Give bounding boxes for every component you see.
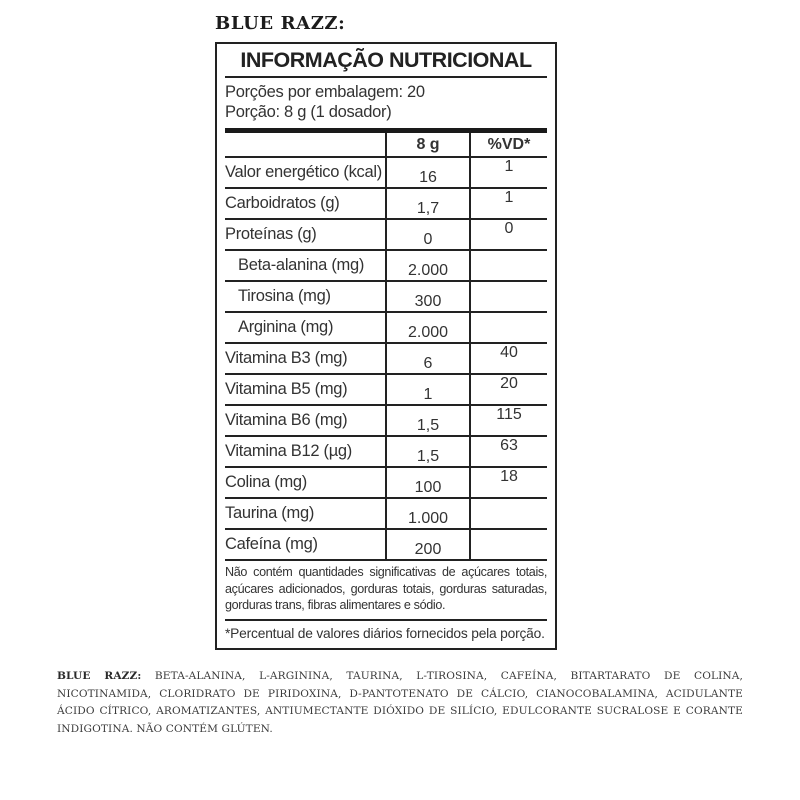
- nutrient-dv: 1: [469, 189, 547, 218]
- nutrient-dv: 115: [469, 406, 547, 435]
- table-row: [225, 187, 547, 218]
- table-row: [225, 156, 547, 187]
- table-row: [225, 497, 547, 528]
- table-row: [225, 342, 547, 373]
- nutrient-amount: 1,7: [385, 189, 469, 218]
- nutrient-dv: [469, 282, 547, 311]
- nutrient-amount: 300: [385, 282, 469, 311]
- nutrient-name: Carboidratos (g): [225, 194, 340, 212]
- ingredients-paragraph: [57, 668, 743, 738]
- panel-title: INFORMAÇÃO NUTRICIONAL: [225, 44, 547, 78]
- nutrient-name: Vitamina B3 (mg): [225, 349, 348, 367]
- header-amount-column: 8 g: [385, 133, 469, 156]
- nutrient-amount: 6: [385, 344, 469, 373]
- ingredients-text: BETA-ALANINA, L-ARGININA, TAURINA, L-TIROSINA, CAFEÍNA, BITARTARATO DE COLINA, NICOTINAMIDA, CLORIDRATO DE PIRIDOXINA, D-PANTOTENATO DE CÁLCIO, CIANOCOBALAMINA, ACIDULANTE ÁCIDO CÍTRICO, AROMATIZANTES, ANTIUMECTANTE DIÓXIDO DE SILÍCIO, EDULCORANTE SUCRALOSE E CORANTE INDIGOTINA. NÃO CONTÉM GLÚTEN.: [57, 670, 743, 735]
- product-flavor-heading: BLUE RAZZ:: [215, 13, 346, 34]
- nutrient-amount: 100: [385, 468, 469, 497]
- nutrient-name: Colina (mg): [225, 473, 307, 491]
- table-row: [225, 466, 547, 497]
- nutrient-name: Proteínas (g): [225, 225, 317, 243]
- nutrient-dv: 63: [469, 437, 547, 466]
- nutrient-dv: 20: [469, 375, 547, 404]
- ingredients-lead: BLUE RAZZ:: [57, 670, 142, 682]
- nutrient-dv: 1: [469, 158, 547, 187]
- nutrition-facts-panel: [215, 42, 557, 650]
- table-row: [225, 373, 547, 404]
- nutrient-dv: 0: [469, 220, 547, 249]
- table-row: [225, 528, 547, 559]
- table-body: [225, 156, 547, 559]
- serving-size: Porção: 8 g (1 dosador): [225, 103, 392, 121]
- nutrient-name: Vitamina B6 (mg): [225, 411, 348, 429]
- nutrient-name: Cafeína (mg): [225, 535, 318, 553]
- servings-per-package: Porções por embalagem: 20: [225, 83, 425, 101]
- nutrient-amount: 1,5: [385, 437, 469, 466]
- nutrient-amount: 1.000: [385, 499, 469, 528]
- nutrient-dv: 40: [469, 344, 547, 373]
- nutrient-dv: [469, 499, 547, 528]
- header-empty-cell: [225, 133, 385, 156]
- nutrient-dv: [469, 530, 547, 559]
- nutrient-dv: [469, 313, 547, 342]
- servings-info: [225, 78, 547, 128]
- nutrient-amount: 16: [385, 158, 469, 187]
- nutrient-name: Taurina (mg): [225, 504, 315, 522]
- header-dv-column: %VD*: [469, 133, 547, 156]
- table-row: [225, 218, 547, 249]
- nutrient-amount: 2.000: [385, 251, 469, 280]
- table-row: [225, 404, 547, 435]
- nutrient-name: Valor energético (kcal): [225, 163, 382, 181]
- nutrient-name: Tirosina (mg): [238, 287, 331, 305]
- nutrient-amount: 2.000: [385, 313, 469, 342]
- no-significant-amounts-note: Não contém quantidades significativas de açúcares totais, açúcares adicionados, gorduras totais, gorduras saturadas, gorduras trans, fibras alimentares e sódio.: [225, 559, 547, 619]
- nutrient-amount: 1: [385, 375, 469, 404]
- nutrient-dv: 18: [469, 468, 547, 497]
- table-row: [225, 280, 547, 311]
- table-row: [225, 435, 547, 466]
- nutrient-dv: [469, 251, 547, 280]
- nutrient-amount: 1,5: [385, 406, 469, 435]
- nutrient-name: Vitamina B5 (mg): [225, 380, 348, 398]
- nutrient-name: Beta-alanina (mg): [238, 256, 365, 274]
- nutrient-amount: 0: [385, 220, 469, 249]
- table-header-row: [225, 133, 547, 156]
- nutrient-name: Arginina (mg): [238, 318, 334, 336]
- daily-values-footnote: *Percentual de valores diários fornecidos pela porção.: [225, 619, 547, 648]
- table-row: [225, 249, 547, 280]
- nutrient-amount: 200: [385, 530, 469, 559]
- table-row: [225, 311, 547, 342]
- nutrient-name: Vitamina B12 (µg): [225, 442, 352, 460]
